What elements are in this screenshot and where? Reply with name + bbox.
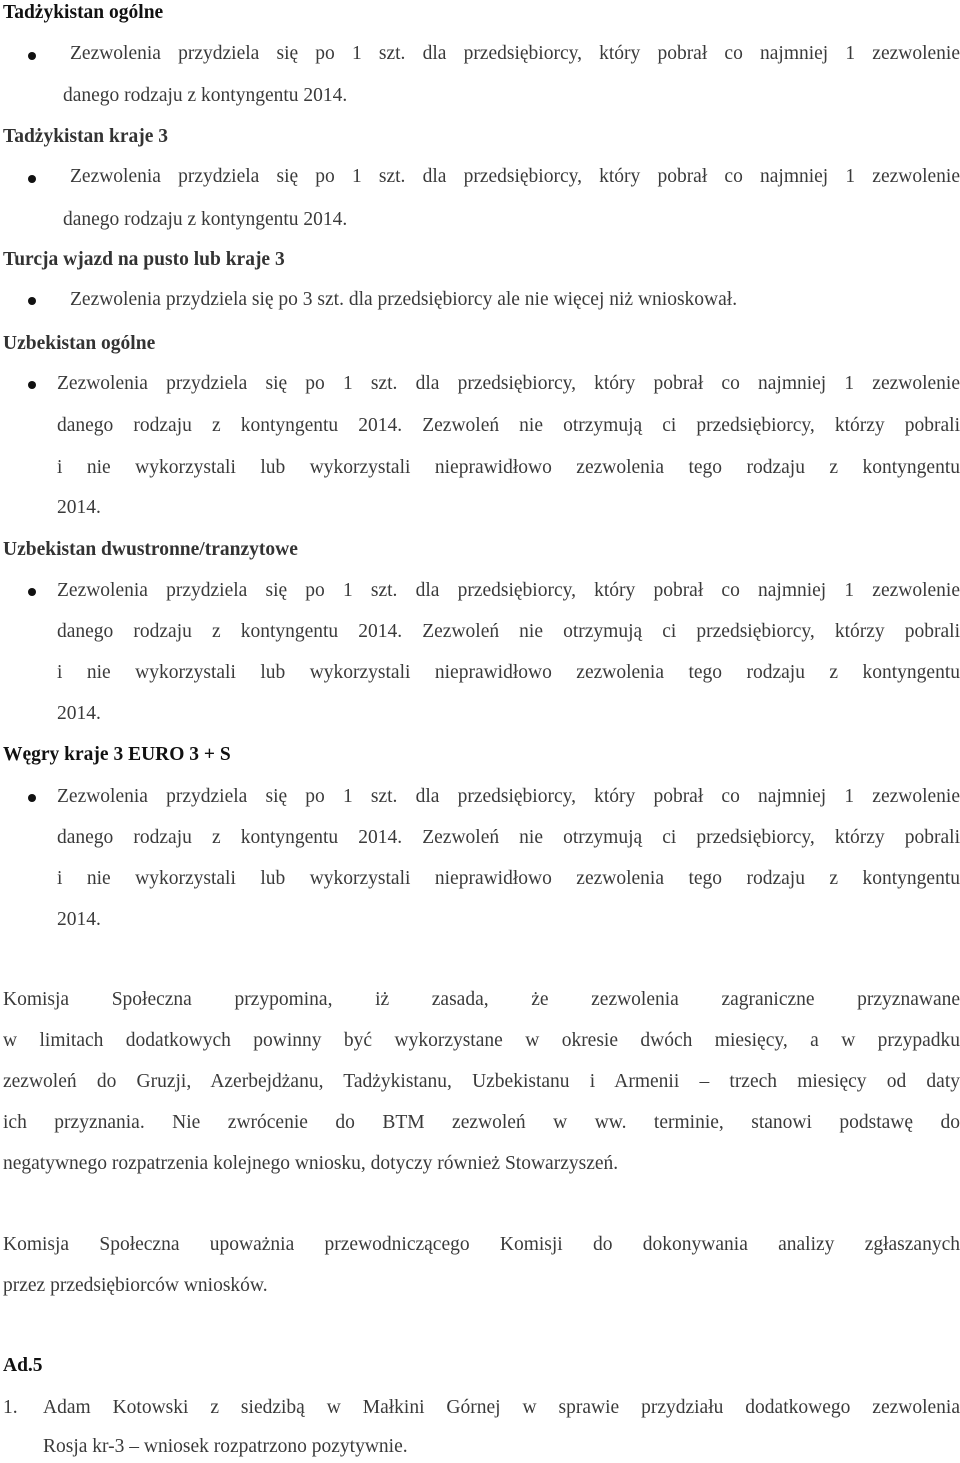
bullet-text-line: danego rodzaju z kontyngentu 2014. bbox=[63, 85, 348, 106]
bullet-text-line: i nie wykorzystali lub wykorzystali nieprawidłowo zezwolenia tego rodzaju z kontyngentu bbox=[57, 662, 960, 683]
section-heading: Tadżykistan ogólne bbox=[3, 2, 164, 23]
section-heading: Uzbekistan dwustronne/tranzytowe bbox=[3, 539, 298, 560]
bullet-text-line: Zezwolenia przydziela się po 1 szt. dla przedsiębiorcy, który pobrał co najmniej 1 zezwolenie bbox=[57, 580, 960, 601]
paragraph-line: Komisja Społeczna upoważnia przewodniczącego Komisji do dokonywania analizy zgłaszanych bbox=[3, 1234, 960, 1255]
bullet-text-line: danego rodzaju z kontyngentu 2014. Zezwoleń nie otrzymują ci przedsiębiorcy, którzy pobrali bbox=[57, 621, 960, 642]
bullet-icon bbox=[28, 297, 36, 305]
paragraph-line: negatywnego rozpatrzenia kolejnego wniosku, dotyczy również Stowarzyszeń. bbox=[3, 1153, 619, 1174]
paragraph-line: ich przyznania. Nie zwrócenie do BTM zezwoleń w ww. terminie, stanowi podstawę do bbox=[3, 1112, 960, 1133]
bullet-icon bbox=[28, 588, 36, 596]
bullet-icon bbox=[28, 381, 36, 389]
bullet-text-line: i nie wykorzystali lub wykorzystali nieprawidłowo zezwolenia tego rodzaju z kontyngentu bbox=[57, 868, 960, 889]
bullet-text-line: Zezwolenia przydziela się po 1 szt. dla przedsiębiorcy, który pobrał co najmniej 1 zezwolenie bbox=[70, 43, 960, 64]
bullet-text-line: Zezwolenia przydziela się po 1 szt. dla przedsiębiorcy, który pobrał co najmniej 1 zezwolenie bbox=[70, 166, 960, 187]
bullet-text-line: danego rodzaju z kontyngentu 2014. Zezwoleń nie otrzymują ci przedsiębiorcy, którzy pobrali bbox=[57, 415, 960, 436]
section-heading: Tadżykistan kraje 3 bbox=[3, 126, 169, 147]
bullet-text-line: 2014. bbox=[57, 497, 101, 518]
bullet-text-line: Zezwolenia przydziela się po 1 szt. dla przedsiębiorcy, który pobrał co najmniej 1 zezwolenie bbox=[57, 373, 960, 394]
paragraph-line: w limitach dodatkowych powinny być wykorzystane w okresie dwóch miesięcy, a w przypadku bbox=[3, 1030, 960, 1051]
bullet-text-line: danego rodzaju z kontyngentu 2014. bbox=[63, 209, 348, 230]
section-heading: Turcja wjazd na pusto lub kraje 3 bbox=[3, 249, 285, 270]
bullet-text-line: i nie wykorzystali lub wykorzystali nieprawidłowo zezwolenia tego rodzaju z kontyngentu bbox=[57, 457, 960, 478]
bullet-icon bbox=[28, 794, 36, 802]
paragraph-line: Komisja Społeczna przypomina, iż zasada, że zezwolenia zagraniczne przyznawane bbox=[3, 989, 960, 1010]
bullet-icon bbox=[28, 52, 36, 60]
section-heading: Uzbekistan ogólne bbox=[3, 333, 156, 354]
ad-heading: Ad.5 bbox=[3, 1355, 43, 1376]
bullet-icon bbox=[28, 175, 36, 183]
item-text-line: Adam Kotowski z siedzibą w Małkini Górnej w sprawie przydziału dodatkowego zezwolenia bbox=[43, 1397, 960, 1418]
bullet-text-line: Zezwolenia przydziela się po 3 szt. dla przedsiębiorcy ale nie więcej niż wnioskował. bbox=[70, 289, 738, 310]
bullet-text-line: 2014. bbox=[57, 703, 101, 724]
item-number: 1. bbox=[3, 1397, 18, 1418]
section-heading: Węgry kraje 3 EURO 3 + S bbox=[3, 744, 231, 765]
bullet-text-line: danego rodzaju z kontyngentu 2014. Zezwoleń nie otrzymują ci przedsiębiorcy, którzy pobrali bbox=[57, 827, 960, 848]
paragraph-line: przez przedsiębiorców wniosków. bbox=[3, 1275, 268, 1296]
paragraph-line: zezwoleń do Gruzji, Azerbejdżanu, Tadżykistanu, Uzbekistanu i Armenii – trzech miesięcy od daty bbox=[3, 1071, 960, 1092]
bullet-text-line: 2014. bbox=[57, 909, 101, 930]
item-text-line: Rosja kr-3 – wniosek rozpatrzono pozytywnie. bbox=[43, 1436, 408, 1457]
bullet-text-line: Zezwolenia przydziela się po 1 szt. dla przedsiębiorcy, który pobrał co najmniej 1 zezwolenie bbox=[57, 786, 960, 807]
